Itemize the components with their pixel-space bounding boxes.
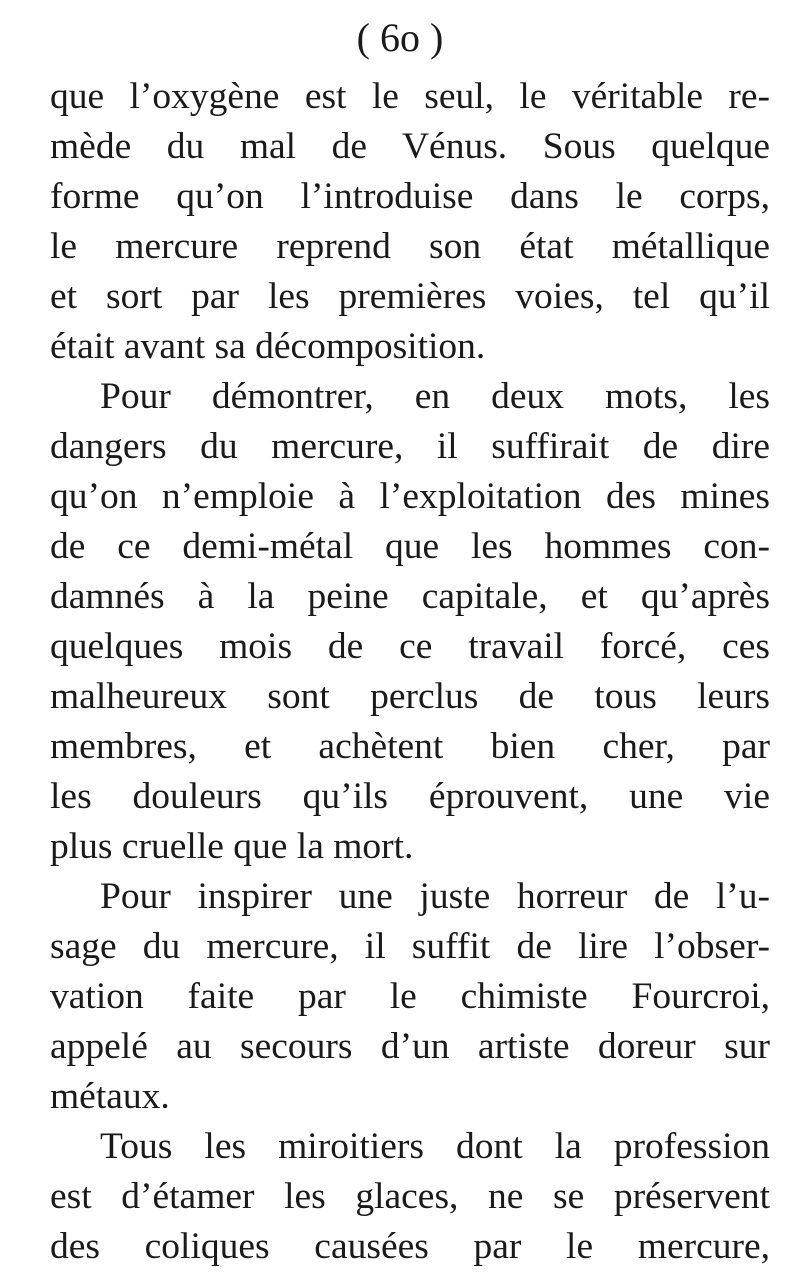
- text-line: Tous les miroitiers dont la profession: [100, 1126, 770, 1167]
- text-line: et sort par les premières voies, tel qu’il: [50, 276, 770, 317]
- text-line: mède du mal de Vénus. Sous quelque: [50, 126, 770, 167]
- text-line: quelques mois de ce travail forcé, ces: [50, 626, 770, 667]
- text-line: les douleurs qu’ils éprouvent, une vie: [50, 776, 770, 817]
- text-line: Pour inspirer une juste horreur de l’u-: [100, 876, 770, 917]
- text-line: forme qu’on l’introduise dans le corps,: [50, 176, 770, 217]
- text-line: des coliques causées par le mercure,: [50, 1226, 770, 1267]
- page-body: [50, 72, 770, 1272]
- text-line: plus cruelle que la mort.: [50, 826, 414, 867]
- page-number-header: ( 6o ): [356, 15, 444, 60]
- text-line: qu’on n’emploie à l’exploitation des mines: [50, 476, 770, 517]
- text-line: métaux.: [50, 1076, 170, 1117]
- text-line: de ce demi-métal que les hommes con-: [50, 526, 770, 567]
- text-line: était avant sa décomposition.: [50, 326, 486, 367]
- text-line: Pour démontrer, en deux mots, les: [100, 376, 770, 417]
- text-line: damnés à la peine capitale, et qu’après: [50, 576, 770, 617]
- text-line: le mercure reprend son état métallique: [50, 226, 770, 267]
- text-line: malheureux sont perclus de tous leurs: [50, 676, 770, 717]
- text-line: que l’oxygène est le seul, le véritable re-: [50, 76, 770, 117]
- text-line: membres, et achètent bien cher, par: [50, 726, 770, 767]
- text-line: vation faite par le chimiste Fourcroi,: [50, 976, 770, 1017]
- text-line: sage du mercure, il suffit de lire l’obser-: [50, 926, 770, 967]
- text-line: appelé au secours d’un artiste doreur sur: [50, 1026, 770, 1067]
- text-line: dangers du mercure, il suffirait de dire: [50, 426, 770, 467]
- text-line: est d’étamer les glaces, ne se préservent: [50, 1176, 770, 1217]
